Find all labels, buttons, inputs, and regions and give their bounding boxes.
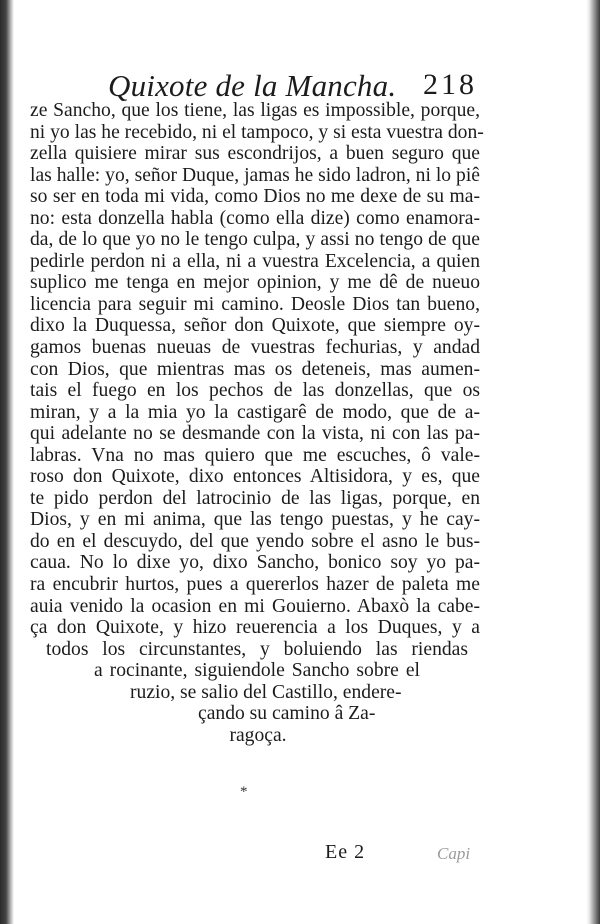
page-right-edge: [586, 0, 600, 924]
text-line: ze Sancho, que los tiene, las ligas es impossible, porque,: [30, 100, 480, 121]
text-line: gamos buenas nueuas de vuestras fechurias, y andad: [30, 337, 480, 359]
catchword: Capi: [437, 844, 471, 863]
text-line: suplico me tenga en mejor opinion, y me dê de nueuo: [30, 272, 480, 294]
text-line: ça don Quixote, y hizo reuerencia a los Duques, y a: [30, 617, 480, 639]
text-line: da, de lo que yo no le tengo culpa, y assi no tengo de que: [30, 229, 480, 251]
page-number: 218: [423, 68, 477, 101]
text-line: a rocinante, siguiendole Sancho sobre el: [94, 660, 420, 682]
text-line: con Dios, que mientras mas os deteneis, mas aumen-: [30, 358, 480, 380]
text-line: Dios, y en mi anima, que las tengo puestas, y he cay-: [30, 509, 480, 531]
text-line: no: esta donzella habla (como ella dize) como enamora-: [30, 207, 480, 229]
text-line: do en el descuydo, del que yendo sobre el asno le bus-: [30, 530, 480, 552]
text-line: ruzio, se salio del Castillo, endere-: [130, 681, 402, 703]
text-line: ni yo las he recebido, ni el tampoco, y si esta vuestra don-: [30, 121, 484, 143]
text-line: labras. Vna no mas quiero que me escuches, ô vale-: [30, 444, 480, 466]
text-line: miran, y a la mia yo la castigarê de modo, que de a-: [30, 401, 480, 423]
text-line: ra encubrir hurtos, pues a quererlos hazer de paleta me: [30, 574, 480, 596]
text-line: tais el fuego en los pechos de las donzellas, que os: [30, 380, 480, 402]
text-line: licencia para seguir mi camino. Deosle Dios tan bueno,: [30, 293, 480, 315]
text-line: caua. No lo dixe yo, dixo Sancho, bonico soy yo pa-: [30, 552, 480, 574]
page-left-edge: [0, 0, 14, 924]
signature-mark: Ee 2: [325, 841, 366, 863]
text-line: te pido perdon del latrocinio de las ligas, porque, en: [30, 487, 480, 509]
tailpiece-ornament: *: [240, 784, 248, 800]
text-line: las halle: yo, señor Duque, jamas he sido ladron, ni lo piê: [30, 164, 480, 186]
running-title: Quixote de la Mancha.: [108, 68, 397, 103]
text-line: zella quisiere mirar sus escondrijos, a buen seguro que: [30, 143, 480, 165]
text-line: auia venido la ocasion en mi Gouierno. Abaxò la cabe-: [30, 595, 480, 617]
text-line: roso don Quixote, dixo entonces Altisidora, y es, que: [30, 466, 480, 488]
text-line: todos los circunstantes, y boluiendo las riendas: [46, 638, 468, 660]
text-line: qui adelante no se desmande con la vista, ni con las pa-: [30, 423, 480, 445]
text-line: çando su camino â Za-: [198, 703, 376, 725]
body-text: [30, 100, 484, 746]
text-line: so ser en toda mi vida, como Dios no me dexe de su ma-: [30, 186, 480, 208]
text-line-last: ragoça.: [229, 724, 287, 746]
text-line: pedirle perdon ni a ella, ni a vuestra Excelencia, a quien: [30, 250, 480, 272]
text-line: dixo la Duquessa, señor don Quixote, que siempre oy-: [30, 315, 480, 337]
